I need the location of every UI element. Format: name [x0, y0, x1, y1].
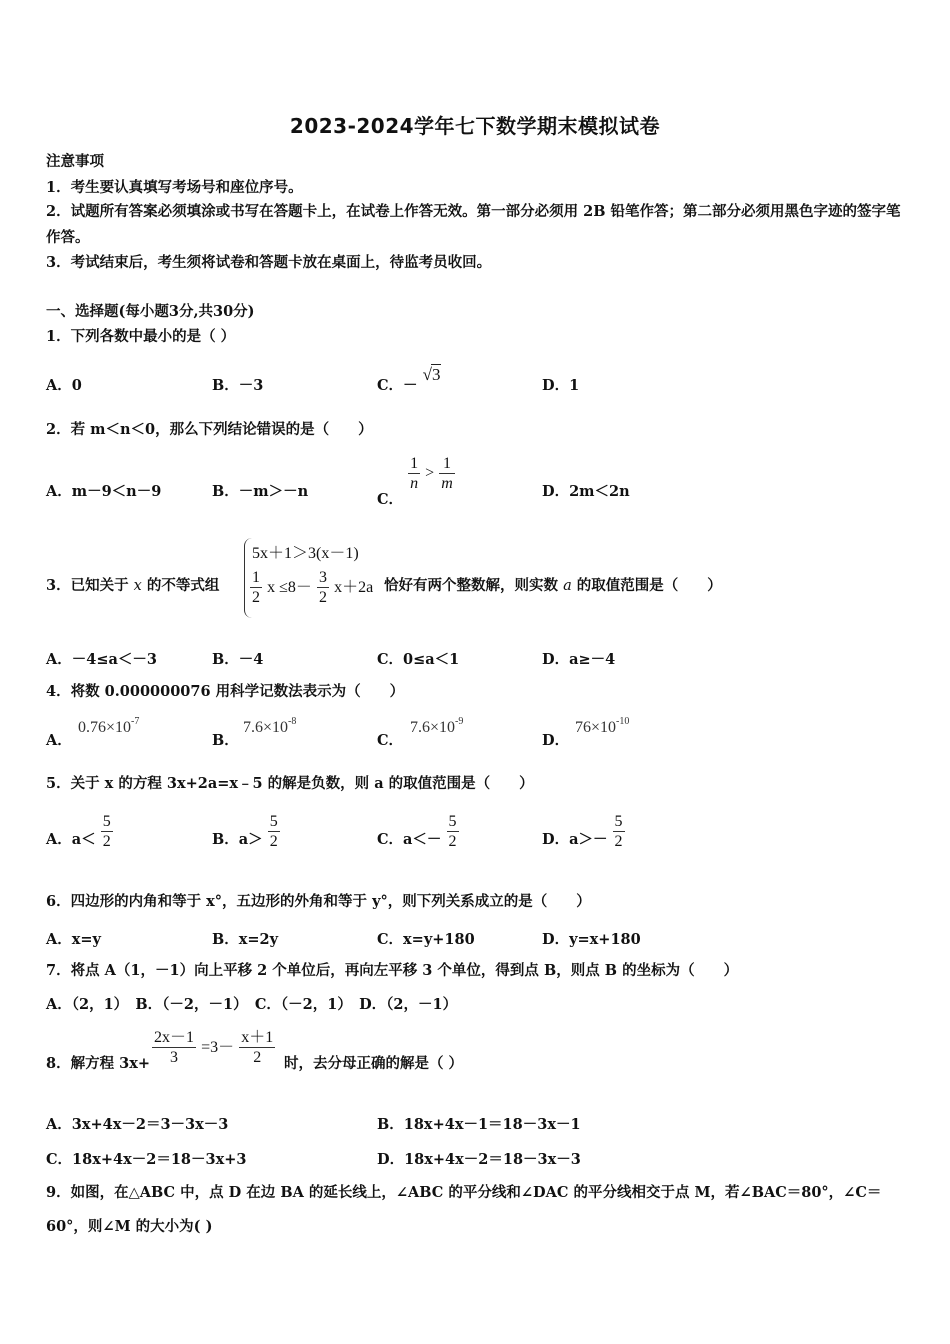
- notice-item-1: 1．考生要认真填写考场号和座位序号。: [46, 179, 303, 196]
- section-heading: 一、选择题(每小题3分,共30分): [46, 303, 255, 320]
- greater-than: >: [425, 464, 435, 482]
- question-8-suffix: 时，去分母正确的解是（ ）: [284, 1055, 464, 1072]
- question-3-stem-end: 恰好有两个整数解，则实数 a 的取值范围是（ ）: [384, 577, 722, 594]
- q5-option-b: B．a＞ $\frac{5}{2}$: [212, 813, 278, 850]
- q1-option-b: B．－3: [212, 377, 264, 394]
- question-5-stem: 5．关于 x 的方程 3x+2a=x﹣5 的解是负数，则 a 的取值范围是（ ）: [46, 775, 534, 792]
- inequality-2: $\frac{1}{2}$ x ≤8－ $\frac{3}{2}$ x＋2a: [252, 569, 374, 606]
- q2-option-c: [377, 454, 455, 508]
- q6-option-b: B．x=2y: [212, 931, 279, 948]
- q4-option-c-value: $7.6\times 10^{-9}$: [410, 716, 464, 736]
- fraction: $\frac{1}{m}$: [441, 455, 453, 492]
- notice-item-3: 3．考试结束后，考生须将试卷和答题卡放在桌面上，待监考员收回。: [46, 254, 492, 271]
- q5-option-c: C．a＜－ $\frac{5}{2}$: [377, 813, 457, 850]
- question-1-stem: 1．下列各数中最小的是（ ）: [46, 328, 236, 345]
- fraction: $\frac{5}{2}$: [269, 813, 278, 850]
- question-9-stem: 9．如图，在△ABC 中，点 D 在边 BA 的延长线上，∠ABC 的平分线和∠DAC 的平分线相交于点 M，若∠BAC＝80°，∠C＝60°，则∠M 的大小为( ): [46, 1184, 882, 1235]
- q4-option-d: D．: [542, 732, 570, 749]
- fraction: $\frac{5}{2}$: [102, 813, 111, 850]
- question-7-stem: 7．将点 A（1，－1）向上平移 2 个单位后，再向左平移 3 个单位，得到点 B，则点 B 的坐标为（ ）: [46, 962, 739, 979]
- q8-option-d: D．18x+4x－2＝18－3x－3: [377, 1151, 581, 1168]
- q8-option-a: A．3x+4x－2＝3－3x－3: [46, 1116, 229, 1133]
- sqrt-symbol: √3: [422, 365, 441, 384]
- q4-option-c: C．: [377, 732, 404, 749]
- fraction: $\frac{1}{n}$: [410, 455, 419, 492]
- fraction: $\frac{5}{2}$: [614, 813, 623, 850]
- inequality-1: 5x＋1＞3(x－1): [252, 545, 359, 562]
- q5-option-a: A．a＜ $\frac{5}{2}$: [46, 813, 111, 850]
- q2-option-a: A．m－9＜n－9: [46, 483, 162, 500]
- q2-option-d: D．2m＜2n: [542, 483, 630, 500]
- q3-option-b: B．－4: [212, 651, 264, 668]
- fraction: $\frac{5}{2}$: [448, 813, 457, 850]
- q4-option-b-value: $7.6\times 10^{-8}$: [243, 716, 297, 736]
- q1-option-a: A．0: [46, 377, 82, 394]
- q2-option-b: B．－m＞－n: [212, 483, 309, 500]
- fraction: $\frac{3}{2}$: [318, 569, 327, 606]
- q4-option-b: B．: [212, 732, 239, 749]
- q4-option-a: A．: [46, 732, 72, 749]
- q1-option-c: [377, 365, 441, 395]
- q8-option-c: C．18x+4x－2＝18－3x+3: [46, 1151, 247, 1168]
- question-6-stem: 6．四边形的内角和等于 x°，五边形的外角和等于 y°，则下列关系成立的是（ ）: [46, 893, 591, 910]
- q3-option-c: C．0≤a＜1: [377, 651, 460, 668]
- q8-option-b: B．18x+4x－1＝18－3x－1: [377, 1116, 581, 1133]
- q3-option-a: A．－4≤a＜－3: [46, 651, 157, 668]
- q6-option-d: D．y=x+180: [542, 931, 641, 948]
- question-8-equation: $\frac{2x-1}{3}$ =3－ $\frac{x+1}{2}$: [154, 1029, 274, 1066]
- page-title: 2023-2024学年七下数学期末模拟试卷: [289, 114, 661, 138]
- question-3-stem: 3．已知关于 x 的不等式组: [46, 577, 220, 594]
- question-2-stem: 2．若 m＜n＜0，那么下列结论错误的是（ ）: [46, 421, 373, 438]
- q5-option-d: D．a＞－ $\frac{5}{2}$: [542, 813, 623, 850]
- q4-option-d-value: $76\times 10^{-10}$: [575, 716, 630, 736]
- fraction: $\frac{x+1}{2}$: [241, 1029, 274, 1066]
- q7-options: A．（2，1） B．（－2，－1） C．（－2，1） D．（2，－1）: [46, 996, 458, 1013]
- question-4-stem: 4．将数 0.000000076 用科学记数法表示为（ ）: [46, 683, 405, 700]
- q1-option-c-label: C．－: [377, 377, 418, 394]
- q6-option-c: C．x=y+180: [377, 931, 475, 948]
- sqrt-radicand: 3: [431, 365, 441, 384]
- notice-item-2: 2．试题所有答案必须填涂或书写在答题卡上，在试卷上作答无效。第一部分必须用 2B 铅笔作答；第二部分必须用黑色字迹的签字笔作答。: [46, 203, 901, 246]
- q3-option-d: D．a≥－4: [542, 651, 616, 668]
- fraction: $\frac{2x-1}{3}$: [154, 1029, 195, 1066]
- question-8-prefix: 8．解方程 3x+: [46, 1055, 151, 1072]
- q2-option-c-label: C．: [377, 490, 404, 508]
- fraction: $\frac{1}{2}$: [252, 569, 260, 606]
- notice-heading: 注意事项: [46, 153, 104, 170]
- q6-option-a: A．x=y: [46, 931, 101, 948]
- q1-option-d: D．1: [542, 377, 580, 394]
- q4-option-a-value: $0.76\times 10^{-7}$: [78, 716, 140, 736]
